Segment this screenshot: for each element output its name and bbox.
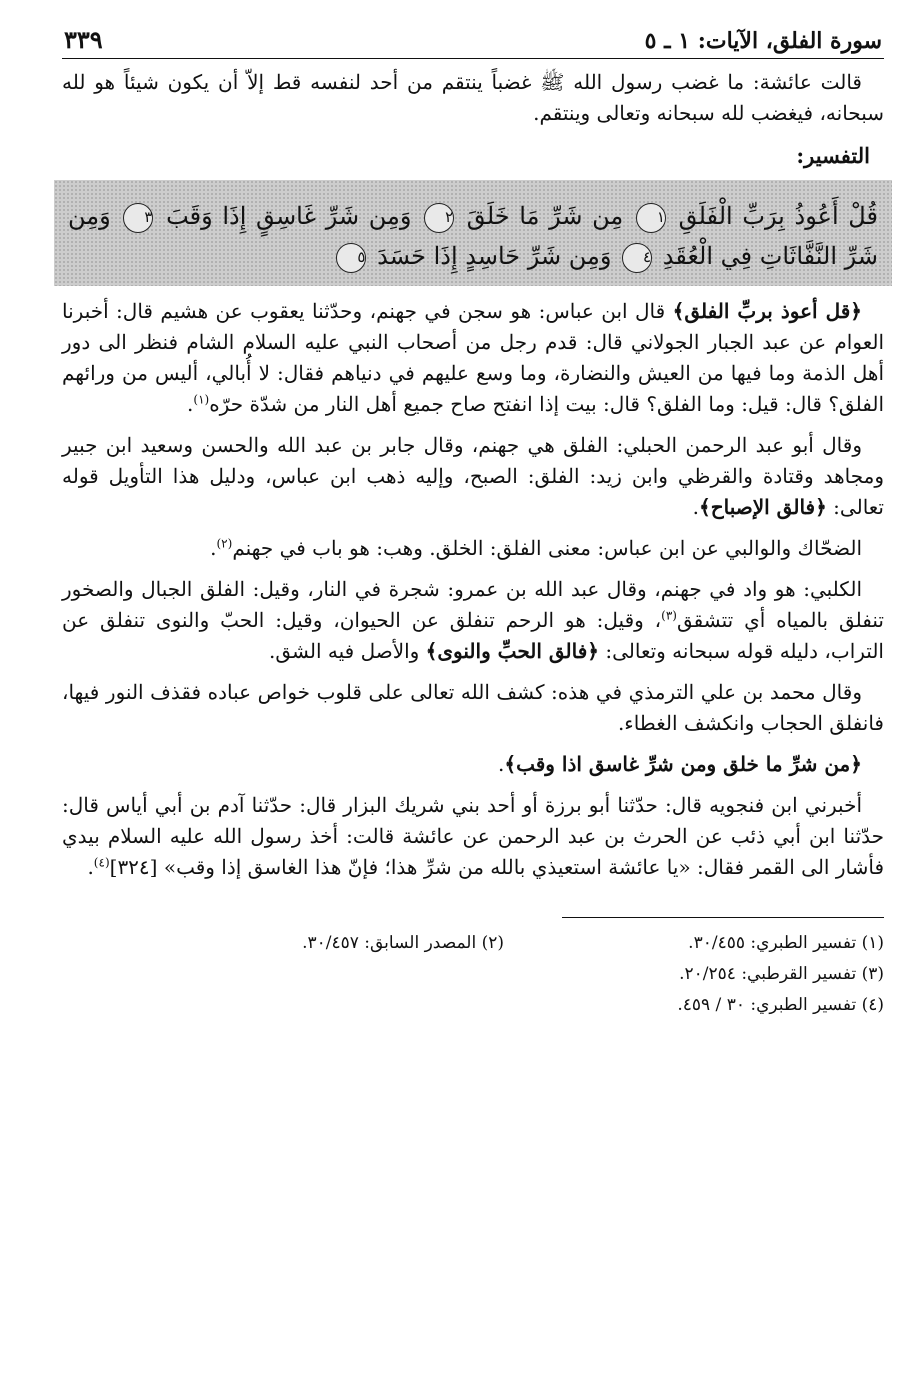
footnote-4: (٤) تفسير الطبري: ٣٠ / ٤٥٩. xyxy=(677,995,884,1015)
paragraph-text: قال ابن عباس: هو سجن في جهنم، وحدّثنا يعقوب عن هشيم قال: أخبرنا العوام عن عبد الجبار الجولاني قال: قدم رجل من أصحاب النبي عليه السلام الشام فنظر الى دور أهل الذمة وما فيها من العيش والنضارة، وما وسع عليهم في دنياهم فقال: لا أُبالي، أليس من ورائهم الفلق؟ قال: قيل: وما الفلق؟ قال: بيت إذا انفتح صاح جميع أهل النار من شدّة حرّه xyxy=(62,299,884,416)
paragraph-end: . xyxy=(210,536,217,560)
footnote-1: (١) تفسير الطبري: ٣٠/٤٥٥. xyxy=(688,933,884,953)
paragraph-text: الضحّاك والوالبي عن ابن عباس: معنى الفلق: الخلق. وهب: هو باب في جهنم xyxy=(232,536,862,560)
paragraph-tirmidhi: وقال محمد بن علي الترمذي في هذه: كشف الله تعالى على قلوب خواص عباده فقذف النور فيها، فانفلق الحجاب وانكشف الغطاء. xyxy=(62,680,884,735)
verse-2: مِن شَرِّ مَا خَلَقَ xyxy=(466,202,624,230)
paragraph-end: . xyxy=(692,495,700,519)
verse-5: وَمِن شَرِّ حَاسِدٍ إِذَا حَسَدَ xyxy=(377,242,612,270)
footnote-ref-3[interactable]: (٣) xyxy=(661,608,677,623)
paragraph-hadith xyxy=(62,790,884,883)
paragraph-falaq-prison xyxy=(62,296,884,420)
page-number: ٣٣٩ xyxy=(64,25,103,54)
verse-heading xyxy=(62,749,884,780)
paragraph-aisha: قالت عائشة: ما غضب رسول الله ﷺ غضباً ينتقم من أحد لنفسه قط إلاّ أن يكون شيئاً هو لله سبحانه، فيغضب لله سبحانه وتعالى وينتقم. xyxy=(62,70,884,125)
footnote-2: (٢) المصدر السابق: ٣٠/٤٥٧. xyxy=(302,933,504,953)
running-header xyxy=(62,18,884,59)
paragraph-falaq-subh xyxy=(62,430,884,523)
quran-quote: ﴿قل أعوذ بربِّ الفلق﴾ xyxy=(672,299,862,323)
footnote-ref-2[interactable]: (٢) xyxy=(216,536,233,551)
paragraph-end: . xyxy=(187,392,194,416)
paragraph-text: أخبرني ابن فنجويه قال: حدّثنا أبو برزة أو أحد بني شريك البزار قال: حدّثنا آدم بن أبي أياس قال: حدّثنا ابن أبي ذئب عن الحرث بن عبد الرحمن عن عائشة قالت: أخذ رسول الله عليه السلام بيدي فأشار الى القمر فقال: «يا عائشة استعيذي بالله من شرِّ هذا؛ فإنّ هذا الغاسق إذا وقب» [٣٢٤] xyxy=(62,793,884,879)
verse-3: وَمِن شَرِّ غَاسِقٍ إِذَا وَقَبَ xyxy=(166,202,412,230)
footnote-ref-1[interactable]: (١) xyxy=(193,392,210,407)
footnote-3: (٣) تفسير القرطبي: ٢٠/٢٥٤. xyxy=(679,964,884,984)
verse-4: وَمِن شَرِّ النَّفَّاثَاتِ فِي الْعُقَدِ xyxy=(68,202,878,270)
paragraph-text: وقال أبو عبد الرحمن الحبلي: الفلق هي جهنم، وقال جابر بن عبد الله والحسن وسعيد ابن جبير ومجاهد وقتادة والقرظي وابن زيد: الفلق: الصبح، وإليه ذهب ابن عباس، ودليل هذا التأويل قوله تعالى: xyxy=(62,433,884,519)
paragraph-dahhak xyxy=(62,533,884,564)
tafsir-heading: التفسير: xyxy=(796,143,870,168)
paragraph-end: . xyxy=(498,752,505,776)
surah-title: سورة الفلق، الآيات: ١ ـ ٥ xyxy=(644,28,882,54)
verse-1: قُلْ أَعُوذُ بِرَبِّ الْفَلَقِ xyxy=(678,202,878,230)
verse-number-1: ١ xyxy=(636,203,666,233)
book-page xyxy=(62,18,884,1021)
quran-verses-box xyxy=(54,180,892,286)
paragraph-text: الكلبي: هو واد في جهنم، وقال عبد الله بن عمرو: شجرة في النار، وقيل: الفلق الجبال والصخور تنفلق بالمياه أي تتشقق xyxy=(62,577,884,632)
footnote-separator xyxy=(562,917,884,918)
footnotes xyxy=(62,928,884,1021)
quran-quote: ﴿من شرِّ ما خلق ومن شرِّ غاسق اذا وقب﴾ xyxy=(504,752,862,776)
paragraph-text: ، وقيل: هو الرحم تنفلق عن الحيوان، وقيل: الحبّ والنوى تنفلق عن التراب، دليله قوله سبحانه وتعالى: xyxy=(62,608,884,663)
verse-number-3: ٣ xyxy=(123,203,153,233)
paragraph-kalbi xyxy=(62,574,884,667)
quran-quote: ﴿فالق الإصباح﴾ xyxy=(699,495,827,519)
verse-number-2: ٢ xyxy=(424,203,454,233)
quran-quote: ﴿فالق الحبِّ والنوى﴾ xyxy=(425,639,599,663)
footnote-ref-4[interactable]: (٤) xyxy=(93,855,110,870)
paragraph-end: . xyxy=(87,855,94,879)
paragraph-text: والأصل فيه الشق. xyxy=(269,639,426,663)
verse-number-4: ٤ xyxy=(622,243,652,273)
verse-number-5: ٥ xyxy=(336,243,366,273)
